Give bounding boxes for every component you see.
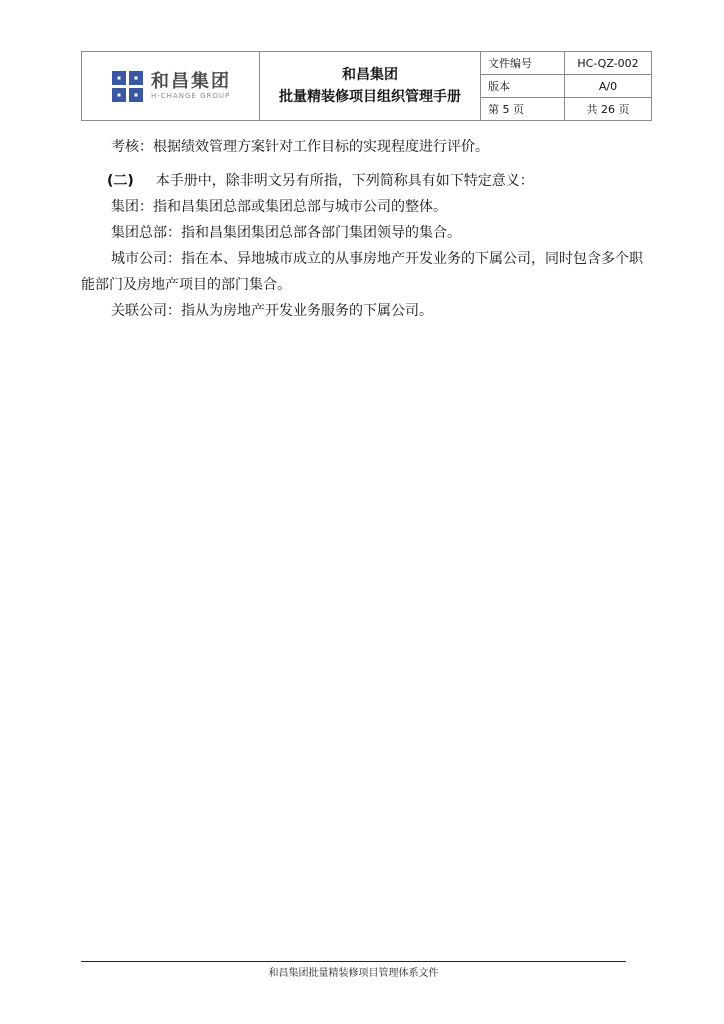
logo-mark-icon: [112, 71, 143, 102]
doc-number-value: HC-QZ-002: [565, 52, 652, 75]
doc-number-label: 文件编号: [481, 52, 565, 75]
footer-divider: [81, 961, 626, 962]
paragraph-affiliate: 关联公司：指从为房地产开发业务服务的下属公司。: [111, 303, 433, 319]
company-logo: [82, 71, 259, 102]
paragraph-assessment: 考核：根据绩效管理方案针对工作目标的实现程度进行评价。: [111, 139, 489, 155]
footer-text: 和昌集团批量精装修项目管理体系文件: [268, 968, 439, 979]
section-intro: 本手册中，除非明文另有所指，下列简称具有如下特定意义：: [155, 173, 534, 189]
paragraph-group-hq: 集团总部：指和昌集团集团总部各部门集团领导的集合。: [111, 225, 461, 241]
version-label: 版本: [481, 75, 565, 98]
paragraph-group: 集团：指和昌集团总部或集团总部与城市公司的整体。: [111, 199, 447, 215]
title-cell: [260, 52, 481, 121]
document-header: [81, 51, 652, 121]
logo-chinese-name: 和昌集团: [151, 70, 231, 92]
logo-cell: [82, 52, 260, 121]
section-heading: [81, 168, 652, 194]
paragraph-city-company: 城市公司：指在本、异地城市成立的从事房地产开发业务的下属公司，同时包含多个职能部门及房地产项目的部门集合。: [81, 251, 643, 293]
section-number: (二): [107, 173, 134, 189]
version-value: A/0: [565, 75, 652, 98]
total-pages: 共 26 页: [565, 98, 652, 121]
page-number: 第 5 页: [481, 98, 565, 121]
document-body: [81, 134, 652, 324]
document-title: 批量精装修项目组织管理手册: [279, 89, 461, 105]
company-name: 和昌集团: [342, 67, 398, 83]
logo-english-name: H-CHANGE GROUP: [151, 91, 231, 100]
